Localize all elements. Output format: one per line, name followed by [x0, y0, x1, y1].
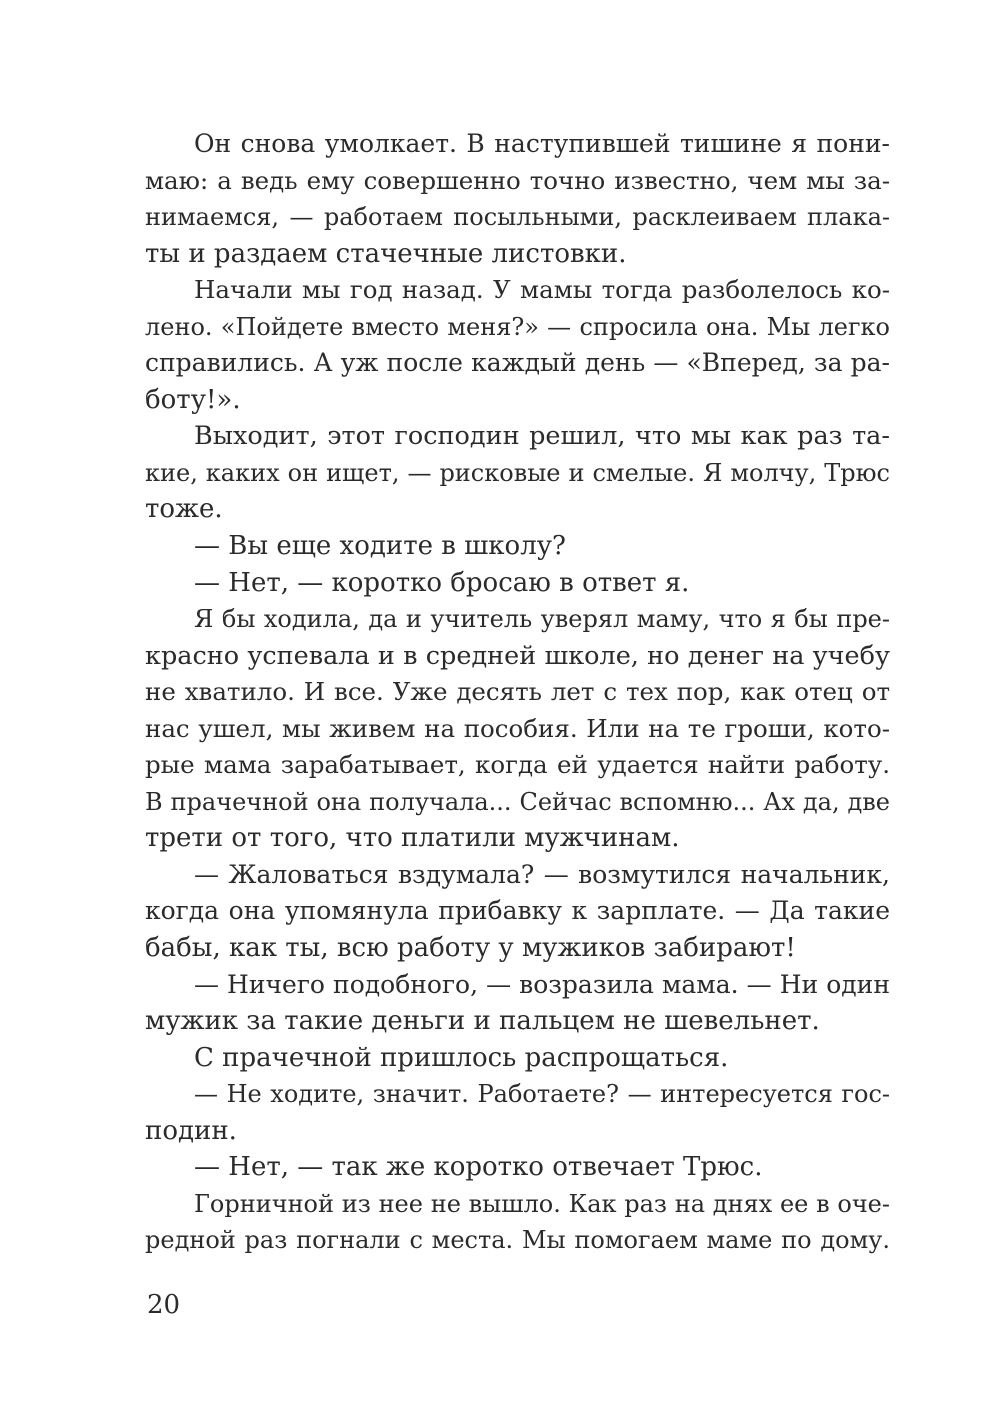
text-line: — Ничего подобного, — возразила мама. — Ни один — [194, 969, 890, 999]
text-line: справились. А уж после каждый день — «Вперед, за ра- — [145, 348, 890, 378]
text-line: Горничной из нее не вышло. Как раз на днях ее в оче- — [194, 1189, 890, 1218]
text-line: рые мама зарабатывает, когда ей удается найти работу. — [145, 750, 890, 780]
text-line: Я бы ходила, да и учитель уверял маму, что я бы пре- — [194, 605, 890, 634]
text-line: Выходит, этот господин решил, что мы как раз та- — [194, 421, 890, 452]
text-line: Начали мы год назад. У мамы тогда разболелось ко- — [194, 275, 890, 305]
text-line: не хватило. И все. Уже десять лет с тех пор, как отец от — [145, 677, 890, 707]
text-line: В прачечной она получала... Сейчас вспомню... Ах да, две — [145, 787, 890, 816]
text-line: редной раз погнали с места. Мы помогаем маме по дому. — [145, 1226, 890, 1255]
text-line: маю: а ведь ему совершенно точно известно, чем мы за- — [145, 165, 890, 195]
text-line: — Вы еще ходите в школу? — [194, 531, 566, 562]
text-line: — Жаловаться вздумала? — возмутился начальник, — [194, 859, 890, 889]
text-line: нас ушел, мы живем на пособия. Или на те гроши, кото- — [145, 713, 890, 743]
text-line: мужик за такие деньги и пальцем не шевельнет. — [145, 1006, 820, 1037]
text-line: ты и раздаем стачечные листовки. — [145, 238, 627, 269]
text-line: — Нет, — так же коротко отвечает Трюс. — [194, 1152, 763, 1183]
text-line: красно успевала и в средней школе, но денег на учебу — [145, 640, 890, 671]
text-line: лено. «Пойдете вместо меня?» — спросила она. Мы легко — [145, 312, 890, 341]
text-line: — Нет, — коротко бросаю в ответ я. — [194, 567, 690, 598]
text-line: Он снова умолкает. В наступившей тишине я пони- — [194, 129, 890, 158]
text-line: — Не ходите, значит. Работаете? — интересуется гос- — [194, 1080, 890, 1109]
text-line: когда она упомянула прибавку к зарплате. — Да такие — [145, 896, 890, 926]
text-line: тоже. — [145, 494, 223, 525]
page-number: 20 — [147, 1290, 181, 1320]
text-line: трети от того, что платили мужчинам. — [145, 823, 680, 854]
text-line: С прачечной пришлось распрощаться. — [194, 1042, 729, 1073]
text-line: подин. — [145, 1115, 237, 1146]
body-text — [145, 126, 890, 1259]
text-line: кие, каких он ищет, — рисковые и смелые. Я молчу, Трюс — [145, 458, 890, 487]
text-line: нимаемся, — работаем посыльными, расклеиваем плака- — [145, 203, 890, 232]
text-line: боту!». — [145, 384, 241, 415]
text-line: бабы, как ты, всю работу у мужиков забирают! — [145, 933, 796, 964]
